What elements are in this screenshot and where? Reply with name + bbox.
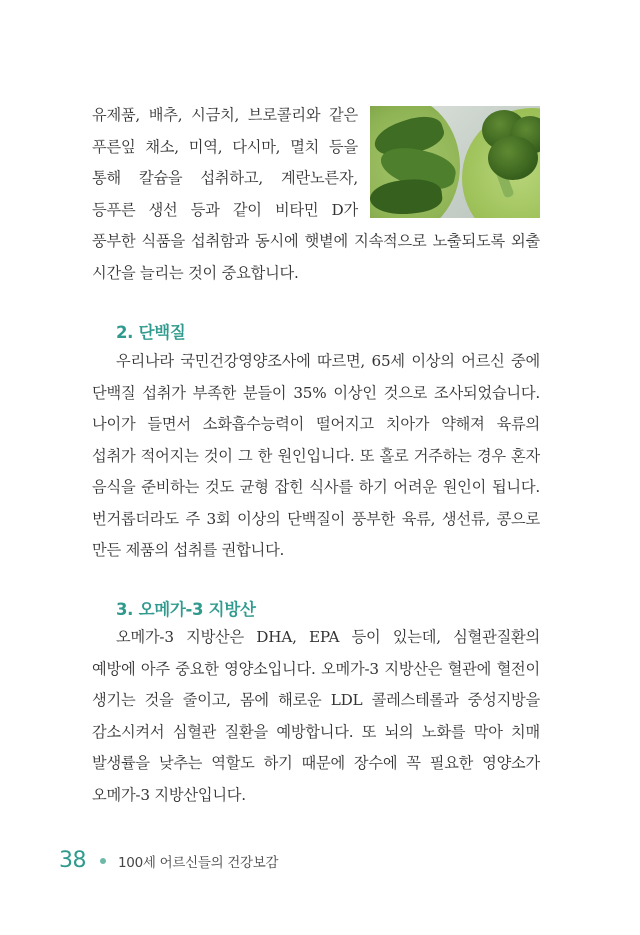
section-3-body: 오메가-3 지방산은 DHA, EPA 등이 있는데, 심혈관질환의 예방에 아주 중요한 영양소입니다. 오메가-3 지방산은 혈관에 혈전이 생기는 것을 줄이고, 몸에 해로운 LDL 콜레스테롤과 중성지방을 감소시켜서 심혈관 질환을 예방합니다. 또 뇌의 노화를 막아 치매 발생률을 낮추는 역할도 하기 때문에 장수에 꼭 필요한 영양소가 오메가-3 지방산입니다. [92, 628, 540, 804]
intro-paragraph [92, 100, 540, 289]
bullet-dot-icon [100, 858, 106, 864]
section-2-body: 우리나라 국민건강영양조사에 따르면, 65세 이상의 어르신 중에 단백질 섭취가 부족한 분들이 35% 이상인 것으로 조사되었습니다. 나이가 들면서 소화흡수능력이 떨어지고 치아가 약해져 육류의 섭취가 적어지는 것이 그 한 원인입니다. 또 홀로 거주하는 경우 혼자 음식을 준비하는 것도 균형 잡힌 식사를 하기 어려운 원인이 됩니다. 번거롭더라도 주 3회 이상의 단백질이 풍부한 육류, 생선류, 콩으로 만든 제품의 섭취를 권합니다. [92, 352, 540, 559]
greens-photo [370, 106, 540, 218]
page-number: 38 [59, 848, 86, 873]
section-3-heading: 3. 오메가-3 지방산 [116, 600, 256, 619]
book-title: 100세 어르신들의 건강보감 [118, 854, 279, 871]
page-footer [59, 848, 278, 873]
intro-text: 유제품, 배추, 시금치, 브로콜리와 같은 푸른잎 채소, 미역, 다시마, 멸치 등을 통해 칼슘을 섭취하고, 계란노른자, 등푸른 생선 등과 같이 비타민 D가 풍부한 식품을 섭취함과 동시에 햇볕에 지속적으로 노출되도록 외출 시간을 늘리는 것이 중요합니다. [92, 106, 540, 282]
section-2-heading: 2. 단백질 [116, 323, 186, 342]
